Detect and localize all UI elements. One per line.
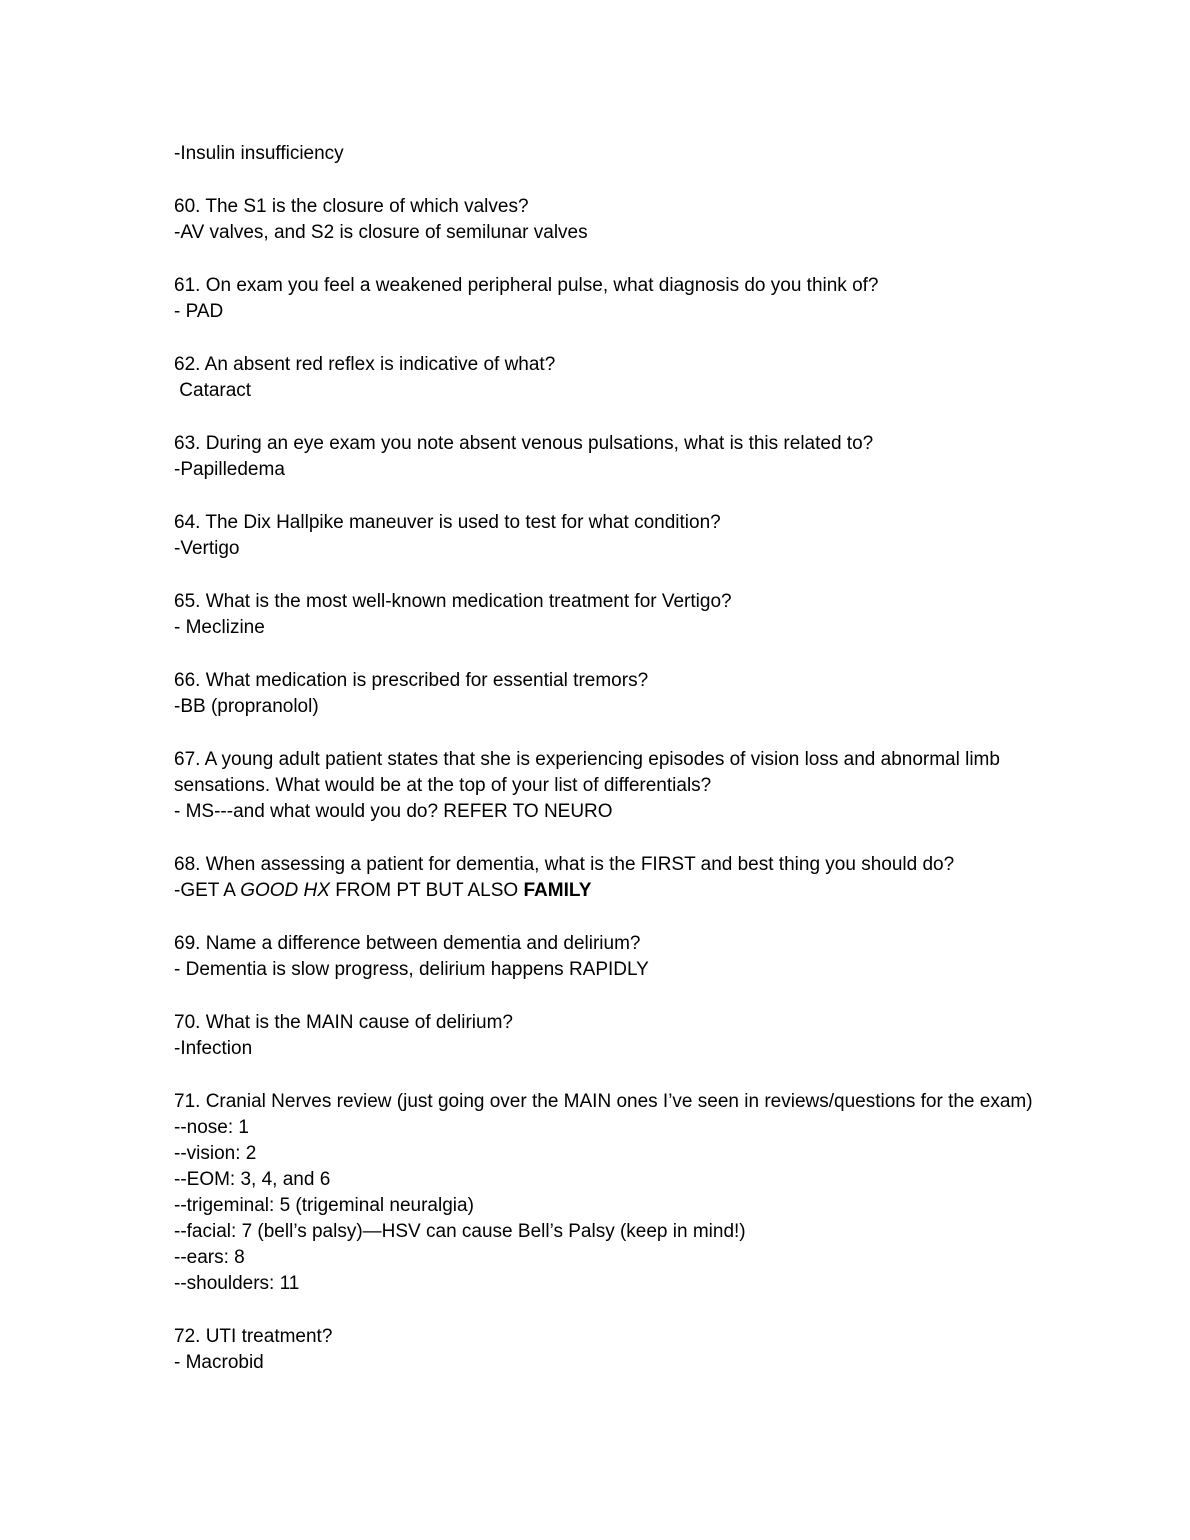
answer-middle: FROM PT BUT ALSO xyxy=(329,880,524,901)
question-69 xyxy=(174,931,1134,983)
question-text: 72. UTI treatment? xyxy=(174,1326,333,1347)
list-item: --EOM: 3, 4, and 6 xyxy=(174,1169,331,1190)
answer-text: - MS---and what would you do? REFER TO NEURO xyxy=(174,801,613,822)
answer-text: -BB (propranolol) xyxy=(174,696,319,717)
question-70 xyxy=(174,1010,1134,1062)
question-text: 63. During an eye exam you note absent venous pulsations, what is this related to? xyxy=(174,433,874,454)
question-62 xyxy=(174,352,1134,404)
question-text: 65. What is the most well-known medication treatment for Vertigo? xyxy=(174,591,732,612)
answer-text: -Vertigo xyxy=(174,538,240,559)
list-item: --shoulders: 11 xyxy=(174,1273,300,1294)
answer-text xyxy=(174,878,1134,904)
answer-text: - Dementia is slow progress, delirium happens RAPIDLY xyxy=(174,959,649,980)
question-text-continued: sensations. What would be at the top of your list of differentials? xyxy=(174,775,712,796)
question-text: 64. The Dix Hallpike maneuver is used to test for what condition? xyxy=(174,512,721,533)
question-67 xyxy=(174,747,1134,825)
list-item: --trigeminal: 5 (trigeminal neuralgia) xyxy=(174,1195,474,1216)
answer-text: - Meclizine xyxy=(174,617,265,638)
question-text: 68. When assessing a patient for dementia, what is the FIRST and best thing you should do? xyxy=(174,854,955,875)
question-60 xyxy=(174,194,1134,246)
answer-bold: FAMILY xyxy=(523,880,592,901)
list-item: --nose: 1 xyxy=(174,1117,249,1138)
answer-text: Cataract xyxy=(174,380,252,401)
list-item: --ears: 8 xyxy=(174,1247,245,1268)
answer-text: -AV valves, and S2 is closure of semilunar valves xyxy=(174,222,588,243)
answer-text: - Macrobid xyxy=(174,1352,264,1373)
question-text: 70. What is the MAIN cause of delirium? xyxy=(174,1012,513,1033)
question-65 xyxy=(174,589,1134,641)
question-63 xyxy=(174,431,1134,483)
intro-answer: -Insulin insufficiency xyxy=(174,143,344,164)
question-text: 60. The S1 is the closure of which valves? xyxy=(174,196,529,217)
question-text: 71. Cranial Nerves review (just going over the MAIN ones I’ve seen in reviews/questions for the exam) xyxy=(174,1091,1033,1112)
list-item: --vision: 2 xyxy=(174,1143,257,1164)
question-64 xyxy=(174,510,1134,562)
list-item: --facial: 7 (bell’s palsy)—HSV can cause Bell’s Palsy (keep in mind!) xyxy=(174,1221,746,1242)
question-72 xyxy=(174,1324,1134,1376)
question-66 xyxy=(174,668,1134,720)
question-71 xyxy=(174,1089,1134,1297)
answer-text: -Infection xyxy=(174,1038,253,1059)
answer-text: - PAD xyxy=(174,301,224,322)
question-text: 61. On exam you feel a weakened peripheral pulse, what diagnosis do you think of? xyxy=(174,275,879,296)
answer-italic: GOOD HX xyxy=(240,880,330,901)
question-text: 69. Name a difference between dementia and delirium? xyxy=(174,933,641,954)
document-page xyxy=(174,141,1134,1376)
answer-prefix: -GET A xyxy=(174,880,241,901)
question-text: 66. What medication is prescribed for essential tremors? xyxy=(174,670,649,691)
question-text: 67. A young adult patient states that she is experiencing episodes of vision loss and abnormal limb xyxy=(174,749,1000,770)
question-text: 62. An absent red reflex is indicative of what? xyxy=(174,354,556,375)
question-68 xyxy=(174,852,1134,904)
question-61 xyxy=(174,273,1134,325)
answer-text: -Papilledema xyxy=(174,459,285,480)
